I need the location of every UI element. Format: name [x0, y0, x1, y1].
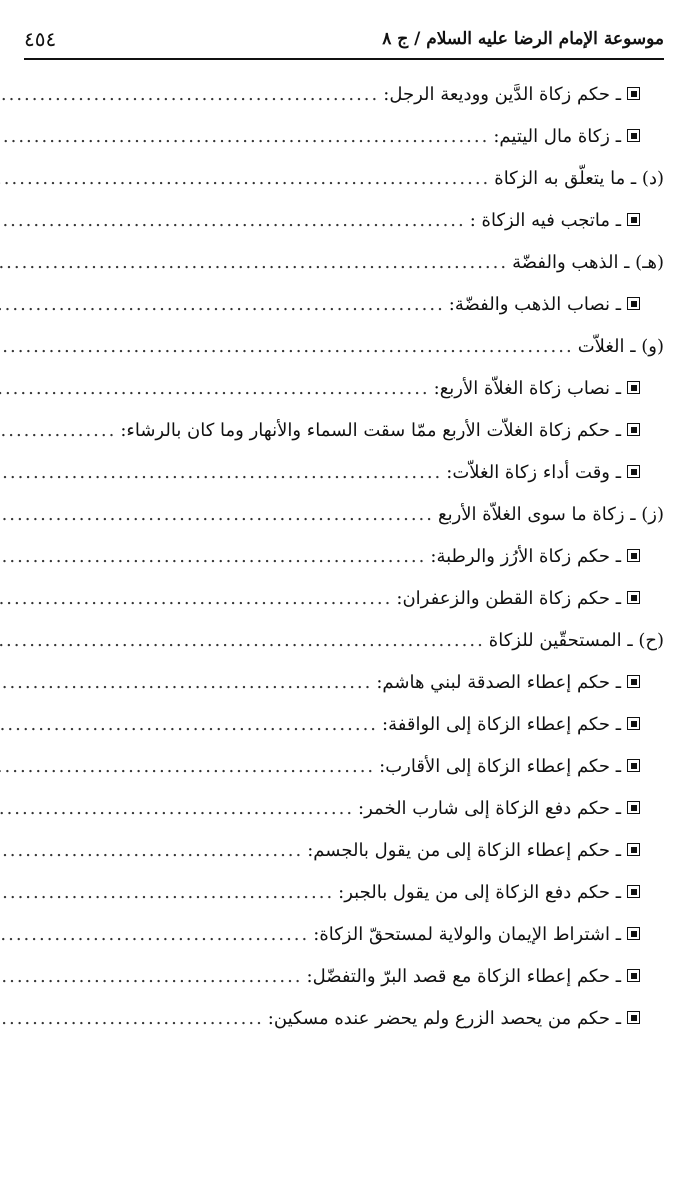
toc-title: (ز) ـ زكاة ما سوى الغلاّة الأربع — [437, 504, 664, 525]
dot-leader — [0, 956, 303, 998]
toc-title-wrap — [376, 662, 664, 704]
running-title: موسوعة الإمام الرضا عليه السلام / ج ٨ — [382, 29, 664, 49]
toc-subentry — [24, 200, 664, 242]
toc-title: (هـ) ـ الذهب والفضّة — [512, 252, 664, 273]
toc-title: ـ حكم زكاة الدَّين ووديعة الرجل: — [383, 84, 621, 105]
toc-title: ـ حكم زكاة الأرُز والرطبة: — [430, 546, 621, 567]
square-bullet-icon — [627, 591, 640, 604]
toc-section — [24, 158, 664, 200]
dot-leader — [0, 536, 426, 578]
square-bullet-icon — [627, 87, 640, 100]
square-bullet-icon — [627, 129, 640, 142]
toc-title: ـ ماتجب فيه الزكاة : — [469, 210, 621, 231]
square-bullet-icon — [627, 213, 640, 226]
toc-title: (د) ـ ما يتعلّق به الزكاة — [494, 168, 664, 189]
dot-leader — [0, 410, 116, 452]
toc-subentry — [24, 116, 664, 158]
square-bullet-icon — [627, 801, 640, 814]
toc-title-wrap — [268, 998, 664, 1040]
square-bullet-icon — [627, 885, 640, 898]
toc-title: ـ حكم دفع الزكاة إلى من يقول بالجبر: — [338, 882, 621, 903]
square-bullet-icon — [627, 465, 640, 478]
toc-section — [24, 494, 664, 536]
toc-subentry — [24, 830, 664, 872]
dot-leader — [0, 998, 264, 1040]
book-page — [24, 20, 664, 1040]
toc-subentry — [24, 956, 664, 998]
toc-title: ـ حكم زكاة القطن والزعفران: — [396, 588, 621, 609]
toc-subentry — [24, 998, 664, 1040]
toc-title-wrap — [493, 116, 664, 158]
toc-subentry — [24, 914, 664, 956]
dot-leader — [0, 242, 508, 284]
toc-title-wrap — [307, 830, 664, 872]
square-bullet-icon — [627, 297, 640, 310]
toc-title: ـ حكم إعطاء الصدقة لبني هاشم: — [376, 672, 621, 693]
toc-section — [24, 326, 664, 368]
dot-leader — [0, 830, 303, 872]
dot-leader — [0, 284, 445, 326]
dot-leader — [0, 746, 375, 788]
toc-title-wrap — [358, 788, 664, 830]
table-of-contents — [24, 74, 664, 1040]
dot-leader — [0, 914, 309, 956]
toc-subentry — [24, 872, 664, 914]
toc-section — [24, 242, 664, 284]
toc-title-wrap — [438, 494, 664, 536]
toc-title-wrap — [449, 284, 664, 326]
toc-title-wrap — [379, 746, 664, 788]
toc-title: ـ حكم دفع الزكاة إلى شارب الخمر: — [358, 798, 621, 819]
square-bullet-icon — [627, 759, 640, 772]
toc-title: (و) ـ الغلاّت — [577, 336, 664, 357]
toc-title-wrap — [446, 452, 664, 494]
toc-subentry — [24, 284, 664, 326]
toc-subentry — [24, 74, 664, 116]
page-header — [24, 20, 664, 60]
toc-title-wrap — [396, 578, 664, 620]
dot-leader — [0, 368, 430, 410]
dot-leader — [0, 326, 574, 368]
toc-title: ـ حكم من يحصد الزرع ولم يحضر عنده مسكين: — [267, 1008, 621, 1029]
square-bullet-icon — [627, 1011, 640, 1024]
toc-title-wrap — [434, 368, 664, 410]
square-bullet-icon — [627, 549, 640, 562]
toc-title-wrap — [430, 536, 664, 578]
toc-title: ـ نصاب الذهب والفضّة: — [448, 294, 621, 315]
toc-title-wrap — [338, 872, 664, 914]
toc-subentry — [24, 536, 664, 578]
square-bullet-icon — [627, 927, 640, 940]
square-bullet-icon — [627, 843, 640, 856]
toc-title: ـ حكم إعطاء الزكاة إلى الأقارب: — [379, 756, 621, 777]
toc-subentry — [24, 746, 664, 788]
toc-title-wrap — [494, 158, 664, 200]
toc-title-wrap — [578, 326, 664, 368]
toc-title-wrap — [382, 704, 664, 746]
toc-title: ـ اشتراط الإيمان والولاية لمستحقّ الزكاة: — [313, 924, 621, 945]
dot-leader — [0, 704, 378, 746]
dot-leader — [0, 200, 466, 242]
dot-leader — [0, 452, 442, 494]
toc-title: ـ نصاب زكاة الغلاّة الأربع: — [433, 378, 621, 399]
dot-leader — [0, 788, 354, 830]
dot-leader — [0, 74, 379, 116]
square-bullet-icon — [627, 381, 640, 394]
toc-subentry — [24, 788, 664, 830]
dot-leader — [0, 872, 334, 914]
square-bullet-icon — [627, 423, 640, 436]
toc-title: ـ حكم إعطاء الزكاة إلى من يقول بالجسم: — [307, 840, 621, 861]
dot-leader — [0, 116, 489, 158]
toc-subentry — [24, 410, 664, 452]
toc-title-wrap — [489, 620, 664, 662]
square-bullet-icon — [627, 717, 640, 730]
toc-title-wrap — [470, 200, 664, 242]
toc-title: ـ زكاة مال اليتيم: — [493, 126, 621, 147]
toc-title-wrap — [313, 914, 664, 956]
toc-title: ـ حكم زكاة الغلاّت الأربع ممّا سقت السماء والأنهار وما كان بالرشاء: — [120, 420, 621, 441]
dot-leader — [0, 662, 372, 704]
toc-subentry — [24, 578, 664, 620]
toc-section — [24, 620, 664, 662]
toc-title: ـ حكم إعطاء الزكاة مع قصد البرّ والتفضّل: — [306, 966, 621, 987]
toc-title: ـ وقت أداء زكاة الغلاّت: — [446, 462, 621, 483]
toc-subentry — [24, 452, 664, 494]
toc-subentry — [24, 704, 664, 746]
dot-leader — [0, 578, 392, 620]
page-number: ٤٥٤ — [24, 27, 57, 51]
toc-title: ـ حكم إعطاء الزكاة إلى الواقفة: — [382, 714, 621, 735]
toc-title-wrap — [120, 410, 664, 452]
toc-title-wrap — [307, 956, 664, 998]
toc-subentry — [24, 662, 664, 704]
dot-leader — [0, 158, 490, 200]
square-bullet-icon — [627, 969, 640, 982]
toc-subentry — [24, 368, 664, 410]
toc-title: (ح) ـ المستحقّين للزكاة — [488, 630, 664, 651]
dot-leader — [0, 494, 434, 536]
square-bullet-icon — [627, 675, 640, 688]
toc-title-wrap — [512, 242, 664, 284]
toc-title-wrap — [383, 74, 664, 116]
dot-leader — [0, 620, 485, 662]
